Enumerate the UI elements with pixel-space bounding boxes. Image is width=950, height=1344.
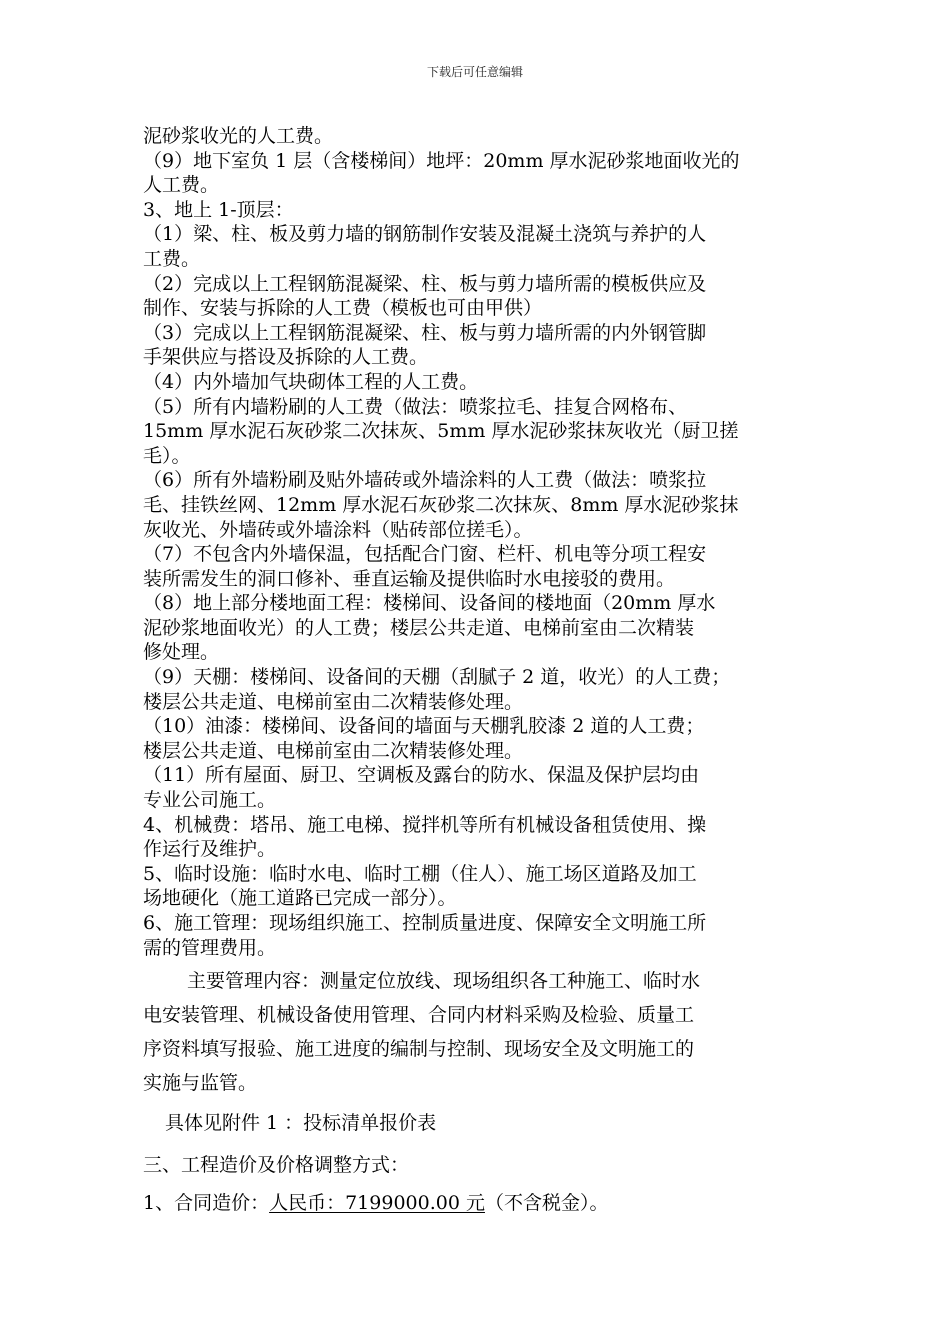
contract-price-prefix: 1、合同造价： [143, 1192, 270, 1215]
text-line: 场地硬化（施工道路已完成一部分）。 [143, 887, 457, 910]
text-line: 修处理。 [143, 641, 220, 664]
text-line: 泥砂浆收光的人工费。 [143, 125, 334, 147]
attachment-note: 具体见附件 1 ：投标清单报价表 [165, 1112, 437, 1135]
text-line: 毛）。 [143, 444, 191, 467]
section-title: 三、工程造价及价格调整方式： [143, 1154, 410, 1177]
text-line: （8）地上部分楼地面工程：楼梯间、设备间的楼地面（20mm 厚水 [143, 592, 716, 615]
text-line: （1）梁、柱、板及剪力墙的钢筋制作安装及混凝土浇筑与养护的人 [143, 223, 707, 246]
text-line: （5）所有内墙粉刷的人工费（做法：喷浆拉毛、挂复合网格布、 [143, 395, 688, 418]
text-line: 4、机械费：塔吊、施工电梯、搅拌机等所有机械设备租赁使用、操 [143, 813, 707, 836]
management-line: 电安装管理、机械设备使用管理、合同内材料采购及检验、质量工 [143, 1004, 695, 1027]
contract-price-amount: 人民币：7199000.00 元 [269, 1192, 485, 1215]
text-line: 5、临时设施：临时水电、临时工棚（住人）、施工场区道路及加工 [143, 862, 697, 885]
text-line: 6、施工管理：现场组织施工、控制质量进度、保障安全文明施工所 [143, 912, 707, 934]
text-line: 需的管理费用。 [143, 936, 277, 959]
text-line: 楼层公共走道、电梯前室由二次精装修处理。 [143, 739, 524, 762]
text-line: 作运行及维护。 [143, 838, 277, 861]
text-line: 专业公司施工。 [143, 789, 277, 812]
text-line: 泥砂浆地面收光）的人工费；楼层公共走道、电梯前室由二次精装 [143, 616, 695, 639]
text-line: 装所需发生的洞口修补、垂直运输及提供临时水电接驳的费用。 [143, 567, 676, 590]
text-line: （7）不包含内外墙保温，包括配合门窗、栏杆、机电等分项工程安 [143, 543, 707, 566]
text-line: 人工费。 [143, 174, 220, 197]
text-line: 楼层公共走道、电梯前室由二次精装修处理。 [143, 690, 524, 713]
text-line: 灰收光、外墙砖或外墙涂料（贴砖部位搓毛）。 [143, 518, 533, 541]
text-line: （9）地下室负 1 层（含楼梯间）地坪：20mm 厚水泥砂浆地面收光的 [143, 149, 740, 172]
text-line: （4）内外墙加气块砌体工程的人工费。 [143, 370, 479, 393]
management-line: 序资料填写报验、施工进度的编制与控制、现场安全及文明施工的 [143, 1038, 695, 1061]
contract-price-suffix: （不含税金）。 [484, 1192, 609, 1215]
text-line: 制作、安装与拆除的人工费（模板也可由甲供） [143, 297, 543, 320]
text-line: （10）油漆：楼梯间、设备间的墙面与天棚乳胶漆 2 道的人工费； [143, 715, 705, 738]
management-paragraph [143, 964, 811, 1100]
contract-price-line [143, 1186, 811, 1220]
text-line: （3）完成以上工程钢筋混凝梁、柱、板与剪力墙所需的内外钢管脚 [143, 321, 707, 344]
text-line: 手架供应与搭设及拆除的人工费。 [143, 346, 429, 369]
clause-list [143, 124, 811, 960]
page-header: 下载后可任意编辑 [426, 65, 523, 79]
text-line: 工费。 [143, 247, 201, 270]
text-line: （2）完成以上工程钢筋混凝梁、柱、板与剪力墙所需的模板供应及 [143, 272, 707, 295]
text-line: 15mm 厚水泥石灰砂浆二次抹灰、5mm 厚水泥砂浆抹灰收光（厨卫搓 [143, 420, 739, 443]
management-line: 实施与监管。 [143, 1072, 258, 1095]
management-line: 主要管理内容：测量定位放线、现场组织各工种施工、临时水 [187, 970, 701, 993]
text-line: （9）天棚：楼梯间、设备间的天棚（刮腻子 2 道，收光）的人工费； [143, 666, 731, 689]
document-body [143, 124, 811, 1220]
text-line: 毛、挂铁丝网、12mm 厚水泥石灰砂浆二次抹灰、8mm 厚水泥砂浆抹 [143, 493, 739, 516]
text-line: （11）所有屋面、厨卫、空调板及露台的防水、保温及保护层均由 [143, 764, 700, 787]
text-line: （6）所有外墙粉刷及贴外墙砖或外墙涂料的人工费（做法：喷浆拉 [143, 469, 707, 492]
text-line: 3、地上 1-顶层： [143, 198, 294, 221]
